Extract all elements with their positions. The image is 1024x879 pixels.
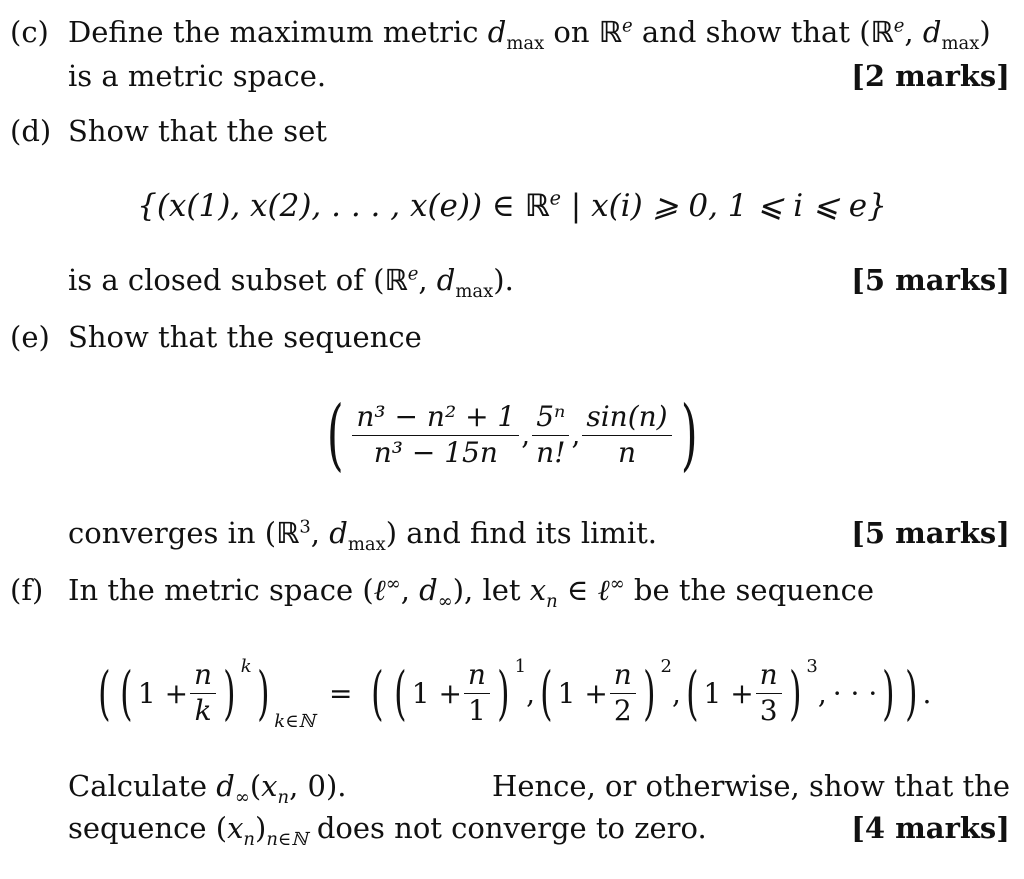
part-e-label: (e) <box>10 320 50 354</box>
part-e-marks: [5 marks] <box>851 516 1010 550</box>
part-d-line2: is a closed subset of (ℝ$^e$, $d_{max}$). <box>68 263 514 302</box>
part-c-line1: Define the maximum metric $d_{max}$ on ℝ$^e$ and show that (ℝ$^e$, $d_{max}$) <box>68 15 991 54</box>
part-f-line2: Calculate $d_\infty(x_n$, 0). <box>68 769 347 808</box>
fraction-1: $\frac{\text{n³ − n² + 1}}{\text{n³ − 15n}}$ <box>352 402 519 469</box>
part-f-line1: In the metric space (ℓ∞, $d_\infty$), let $x_n$ ∈ ℓ∞ be the sequence <box>68 573 875 612</box>
fraction-2: $\frac{\text{5ⁿ}}{n!}$ <box>532 402 569 469</box>
part-f-line3: sequence $(x_n)_{n\in ℕ}$ does not converge to zero. <box>68 811 707 850</box>
part-e-vector: ( $\frac{\text{n³ − n² + 1}}{\text{n³ − 15n}}$ , $\frac{\text{5ⁿ}}{n!}$ , $\frac{\sin(n)}{n}$ ) <box>326 390 698 480</box>
part-d-marks: [5 marks] <box>851 263 1010 297</box>
part-d-set: {(x(1), x(2), . . . , x(e)) ∈ ℝ$^e$ | x(i) ⩾ 0, 1 ⩽ i ⩽ e} <box>137 186 887 224</box>
part-d-label: (d) <box>10 114 52 148</box>
rhs-fraction-1: $\frac{n}{1}$ <box>464 660 490 727</box>
part-e-line1: Show that the sequence <box>68 320 422 354</box>
lhs-fraction: $\frac{n}{k}$ <box>190 660 216 727</box>
rhs-fraction-2: $\frac{n}{2}$ <box>610 660 636 727</box>
fraction-3: $\frac{\sin(n)}{n}$ <box>582 402 671 469</box>
part-c-label: (c) <box>10 15 49 49</box>
rhs-fraction-3: $\frac{n}{3}$ <box>756 660 782 727</box>
part-f-marks: [4 marks] <box>851 811 1010 845</box>
part-e-line2: converges in (ℝ$^3$, $d_{max}$) and find its limit. <box>68 516 658 555</box>
part-c-line2: is a metric space. <box>68 59 327 93</box>
part-f-line2-right: Hence, or otherwise, show that the <box>492 769 1010 803</box>
part-d-line1: Show that the set <box>68 114 327 148</box>
part-f-label: (f) <box>10 573 44 607</box>
part-c-marks: [2 marks] <box>851 59 1010 93</box>
part-f-sequence: ( ( 1 + $\frac{n}{k}$ ) $^k$ ) k∈ℕ = ( ( 1 + $\frac{n}{1}$ ) $^1$ , ( 1 + $\frac{n}{2}$ ) $^2$ , ( 1 + $\frac{n}{3}$ ) $^3$ , · · · ) ) . <box>97 656 932 732</box>
